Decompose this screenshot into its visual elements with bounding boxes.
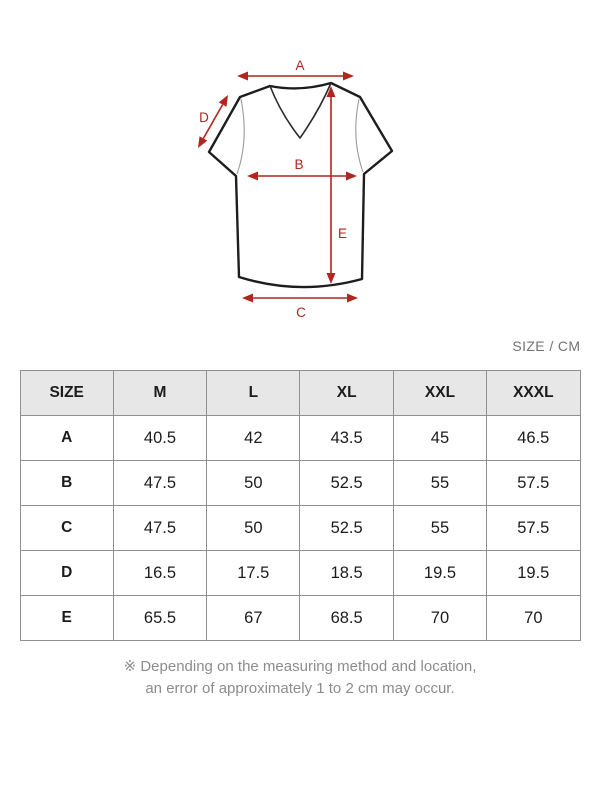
tshirt-outline bbox=[209, 83, 392, 287]
size-value-cell: 55 bbox=[393, 461, 486, 506]
size-value-cell: 70 bbox=[487, 596, 580, 641]
size-value-cell: 16.5 bbox=[113, 551, 206, 596]
col-header-xl: XL bbox=[300, 371, 393, 416]
size-value-cell: 52.5 bbox=[300, 461, 393, 506]
table-row-e bbox=[20, 596, 580, 641]
col-header-xxxl: XXXL bbox=[487, 371, 580, 416]
size-value-cell: 43.5 bbox=[300, 416, 393, 461]
size-value-cell: 47.5 bbox=[113, 461, 206, 506]
size-value-cell: 70 bbox=[393, 596, 486, 641]
col-header-xxl: XXL bbox=[393, 371, 486, 416]
size-table bbox=[20, 370, 581, 641]
row-label: E bbox=[20, 596, 113, 641]
table-row-b bbox=[20, 461, 580, 506]
row-label: C bbox=[20, 506, 113, 551]
size-value-cell: 65.5 bbox=[113, 596, 206, 641]
header-row bbox=[20, 371, 580, 416]
size-value-cell: 17.5 bbox=[207, 551, 300, 596]
tshirt-measurement-diagram bbox=[0, 0, 600, 332]
size-table-header bbox=[20, 371, 580, 416]
row-label: D bbox=[20, 551, 113, 596]
size-value-cell: 18.5 bbox=[300, 551, 393, 596]
measure-label-d: D bbox=[199, 110, 209, 125]
size-value-cell: 19.5 bbox=[487, 551, 580, 596]
col-header-m: M bbox=[113, 371, 206, 416]
size-value-cell: 55 bbox=[393, 506, 486, 551]
size-value-cell: 19.5 bbox=[393, 551, 486, 596]
measurement-note-line2: an error of approximately 1 to 2 cm may occur. bbox=[145, 680, 455, 697]
measure-arrow-c bbox=[242, 294, 358, 321]
size-value-cell: 57.5 bbox=[487, 461, 580, 506]
table-row-a bbox=[20, 416, 580, 461]
measurement-note bbox=[0, 656, 600, 700]
size-value-cell: 45 bbox=[393, 416, 486, 461]
size-value-cell: 50 bbox=[207, 506, 300, 551]
size-value-cell: 42 bbox=[207, 416, 300, 461]
table-row-d bbox=[20, 551, 580, 596]
size-value-cell: 67 bbox=[207, 596, 300, 641]
row-label: A bbox=[20, 416, 113, 461]
size-value-cell: 68.5 bbox=[300, 596, 393, 641]
row-label: B bbox=[20, 461, 113, 506]
size-value-cell: 57.5 bbox=[487, 506, 580, 551]
table-row-c bbox=[20, 506, 580, 551]
measure-label-b: B bbox=[294, 157, 304, 172]
size-value-cell: 50 bbox=[207, 461, 300, 506]
measure-label-e: E bbox=[338, 226, 348, 241]
size-value-cell: 46.5 bbox=[487, 416, 580, 461]
size-value-cell: 40.5 bbox=[113, 416, 206, 461]
measure-label-a: A bbox=[295, 58, 305, 73]
size-value-cell: 47.5 bbox=[113, 506, 206, 551]
size-value-cell: 52.5 bbox=[300, 506, 393, 551]
measure-arrow-a bbox=[237, 58, 354, 81]
col-header-l: L bbox=[207, 371, 300, 416]
measurement-note-line1: ※ Depending on the measuring method and location, bbox=[123, 658, 477, 675]
size-unit-label: SIZE / CM bbox=[512, 338, 581, 354]
measure-label-c: C bbox=[296, 305, 306, 320]
col-header-size: SIZE bbox=[20, 371, 113, 416]
